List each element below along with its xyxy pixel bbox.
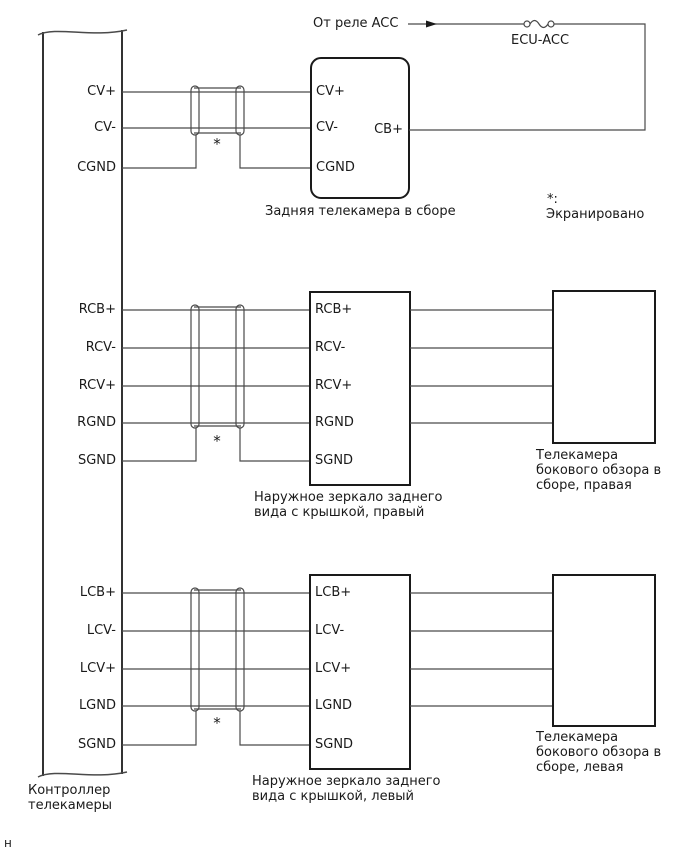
right-camera-caption-line2: бокового обзора в — [536, 463, 662, 478]
left-mirror-caption-line1: Наружное зеркало заднего — [252, 774, 441, 789]
controller-pin-cgnd: CGND — [77, 160, 116, 175]
left-camera-box — [553, 575, 655, 726]
right-camera-wires — [410, 310, 553, 423]
rear-camera-pin-cb-plus: CB+ — [374, 122, 403, 137]
left-mirror-pin-lcv-minus: LCV- — [315, 623, 345, 638]
left-mirror-pin-lcv-plus: LCV+ — [315, 661, 352, 676]
controller-pin-cv-plus: CV+ — [87, 84, 116, 99]
controller-pin-rcb-plus: RCB+ — [78, 302, 116, 317]
rear-shield-asterisk: * — [213, 135, 221, 153]
right-mirror-pin-rcv-minus: RCV- — [315, 340, 346, 355]
footer-mark: н — [4, 836, 12, 850]
shield-note-text: Экранировано — [546, 207, 645, 222]
right-camera-caption-line3: сборе, правая — [536, 478, 632, 493]
left-camera-caption-line1: Телекамера — [536, 730, 619, 745]
controller-pin-sgnd-left: SGND — [77, 737, 116, 752]
right-mirror-pin-rcv-plus: RCV+ — [315, 378, 353, 393]
controller-pin-rgnd: RGND — [77, 415, 116, 430]
controller-pin-sgnd-right: SGND — [77, 453, 116, 468]
rear-camera-wires — [122, 92, 311, 168]
rear-camera-pin-cv-minus: CV- — [316, 120, 338, 135]
left-mirror-pin-sgnd: SGND — [315, 737, 354, 752]
controller-caption-line2: телекамеры — [28, 798, 113, 813]
rear-camera-caption: Задняя телекамера в сборе — [265, 204, 456, 219]
right-camera-caption-line1: Телекамера — [536, 448, 619, 463]
left-mirror-caption-line2: вида с крышкой, левый — [252, 789, 414, 804]
controller-pin-rcv-minus: RCV- — [85, 340, 116, 355]
controller-pin-lcv-minus: LCV- — [86, 623, 116, 638]
left-mirror-pin-lgnd: LGND — [315, 698, 353, 713]
acc-feed-arrowhead — [426, 21, 437, 28]
left-camera-caption-line3: сборе, левая — [536, 760, 624, 775]
acc-relay-label: От реле ACC — [313, 16, 399, 31]
left-shield-symbol — [191, 588, 244, 711]
controller-caption-line1: Контроллер — [28, 783, 111, 798]
controller-pin-rcv-plus: RCV+ — [78, 378, 116, 393]
controller-pin-cv-minus: CV- — [94, 120, 116, 135]
controller-pin-lcb-plus: LCB+ — [79, 585, 116, 600]
right-shield-asterisk: * — [213, 432, 221, 450]
right-mirror-pin-sgnd: SGND — [315, 453, 354, 468]
right-mirror-pin-rgnd: RGND — [315, 415, 354, 430]
left-shield-asterisk: * — [213, 714, 221, 732]
left-camera-wires — [410, 593, 553, 706]
ecu-acc-fuse-label: ECU-ACC — [511, 33, 570, 48]
right-mirror-caption-line2: вида с крышкой, правый — [254, 505, 425, 520]
right-mirror-caption-line1: Наружное зеркало заднего — [254, 490, 443, 505]
controller-pin-lcv-plus: LCV+ — [79, 661, 116, 676]
rear-camera-pin-cv-plus: CV+ — [316, 84, 345, 99]
rear-camera-pin-cgnd: CGND — [316, 160, 355, 175]
shield-note-marker: *: — [547, 192, 558, 207]
right-camera-box — [553, 291, 655, 443]
controller-pin-lgnd: LGND — [78, 698, 116, 713]
left-camera-caption-line2: бокового обзора в — [536, 745, 662, 760]
right-mirror-pin-rcb-plus: RCB+ — [315, 302, 353, 317]
right-shield-symbol — [191, 305, 244, 428]
left-mirror-pin-lcb-plus: LCB+ — [315, 585, 352, 600]
